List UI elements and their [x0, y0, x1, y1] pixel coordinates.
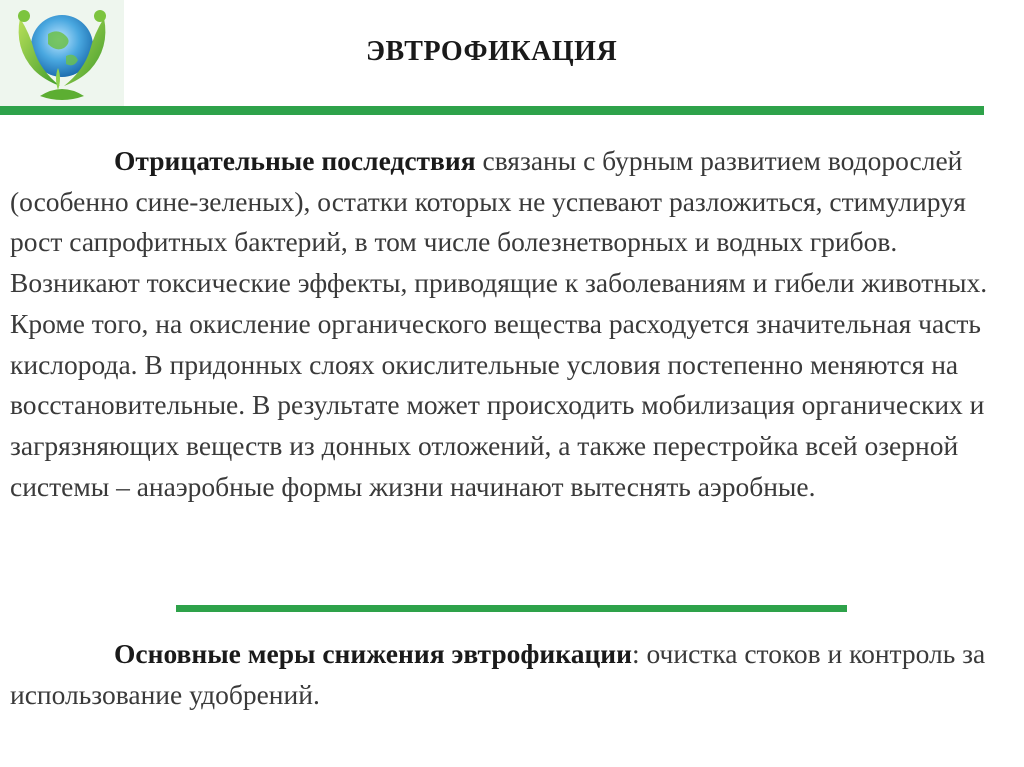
negative-effects-lead: Отрицательные последствия [114, 145, 476, 176]
paragraph-measures [10, 634, 1015, 715]
globe-with-green-figures-icon [0, 0, 124, 108]
slide-title: ЭВТРОФИКАЦИЯ [366, 36, 618, 67]
title-divider [0, 106, 984, 115]
negative-effects-text: связаны с бурным развитием водорослей (особенно сине-зеленых), остатки которых не успевают разложиться, стимулируя рост сапрофитных бактерий, в том числе болезнетворных и водных грибов. Возникают токсические эффекты, приводящие к заболеваниям и гибели животных. [10, 145, 988, 299]
section-divider [176, 605, 847, 612]
paragraph-negative-effects [10, 141, 1015, 304]
main-text [10, 141, 1015, 507]
measures-text [10, 634, 1015, 715]
measures-text-body: : очистка стоков и контроль за использование удобрений. [10, 638, 986, 710]
paragraph-oxygen: Кроме того, на окисление органического вещества расходуется значительная часть кислорода. В придонных слоях окислительные условия постепенно меняются на восстановительные. В результате может происходить мобилизация органических и загрязняющих веществ из донных отложений, а также перестройка всей озерной системы – анаэробные формы жизни начинают вытеснять аэробные. [10, 307, 985, 502]
logo [0, 0, 124, 108]
measures-lead: Основные меры снижения эвтрофикации [114, 638, 632, 669]
